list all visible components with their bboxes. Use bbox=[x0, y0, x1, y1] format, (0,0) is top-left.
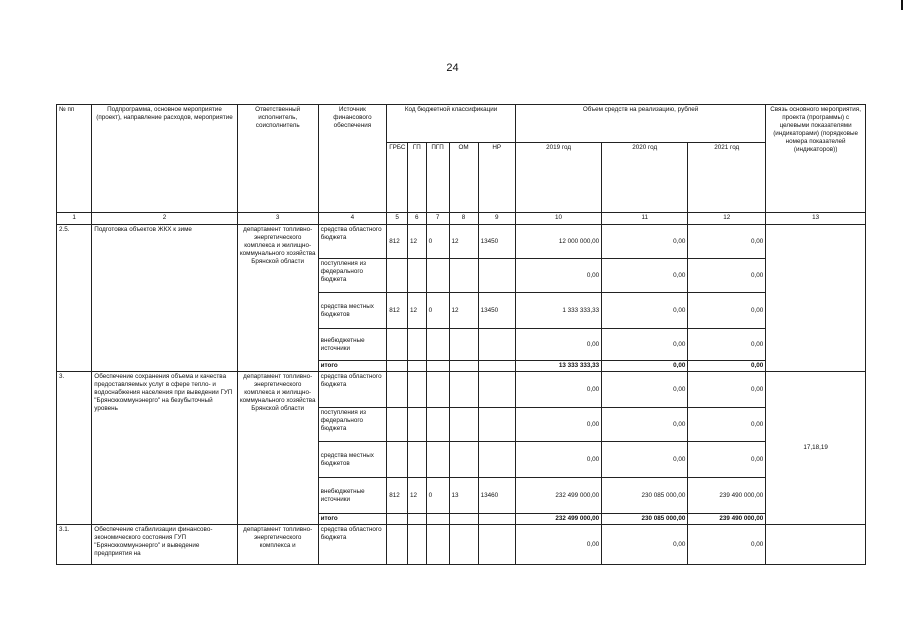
column-number: 11 bbox=[602, 213, 688, 225]
cell-grbs: 812 bbox=[387, 478, 408, 514]
cell-om: 12 bbox=[449, 225, 478, 259]
cell-2020: 230 085 000,00 bbox=[602, 478, 688, 514]
cell-om: 12 bbox=[449, 293, 478, 329]
cell-2020: 0,00 bbox=[602, 372, 688, 408]
cell-2019: 232 499 000,00 bbox=[515, 478, 601, 514]
table-row bbox=[57, 525, 866, 565]
cell-grbs: 812 bbox=[387, 225, 408, 259]
header-bcc: Код бюджетной классификации bbox=[387, 105, 516, 143]
cell-2021: 0,00 bbox=[688, 293, 766, 329]
cell-2020: 0,00 bbox=[602, 361, 688, 372]
cell-2021: 0,00 bbox=[688, 372, 766, 408]
source-regional: средства областного бюджета bbox=[318, 225, 387, 259]
cell-link bbox=[766, 225, 866, 372]
cell-2021: 239 490 000,00 bbox=[688, 478, 766, 514]
cell-2020: 0,00 bbox=[602, 329, 688, 361]
source-total: итого bbox=[318, 514, 387, 525]
row-name: Обеспечение стабилизации финансово-экономического состояния ГУП "Брянсккоммунэнерго" и выведение предприятия на bbox=[92, 525, 237, 565]
column-number: 10 bbox=[515, 213, 601, 225]
cell-2019: 232 499 000,00 bbox=[515, 514, 601, 525]
row-number: 3.1. bbox=[57, 525, 92, 565]
row-executor: департамент топливно-энергетического комплекса и bbox=[237, 525, 318, 565]
cell-2020: 0,00 bbox=[602, 259, 688, 293]
cell-gp: 12 bbox=[407, 478, 426, 514]
table-row bbox=[57, 225, 866, 259]
row-executor: департамент топливно-энергетического комплекса и жилищно-коммунального хозяйства Брянской области bbox=[237, 225, 318, 372]
cell-link: 17,18,19 bbox=[766, 372, 866, 525]
row-name: Подготовка объектов ЖКХ к зиме bbox=[92, 225, 237, 372]
source-local: средства местных бюджетов bbox=[318, 293, 387, 329]
column-number: 7 bbox=[426, 213, 449, 225]
column-number: 2 bbox=[92, 213, 237, 225]
source-regional: средства областного бюджета bbox=[318, 525, 387, 565]
cell-2021: 0,00 bbox=[688, 259, 766, 293]
header-2021: 2021 год bbox=[688, 143, 766, 213]
column-number: 1 bbox=[57, 213, 92, 225]
source-regional: средства областного бюджета bbox=[318, 372, 387, 408]
header-nr: НР bbox=[478, 143, 515, 213]
header-2019: 2019 год bbox=[515, 143, 601, 213]
row-executor: департамент топливно-энергетического комплекса и жилищно-коммунального хозяйства Брянской области bbox=[237, 372, 318, 525]
source-federal: поступления из федерального бюджета bbox=[318, 408, 387, 442]
source-extra: внебюджетные источники bbox=[318, 478, 387, 514]
header-om: ОМ bbox=[449, 143, 478, 213]
header-2020: 2020 год bbox=[602, 143, 688, 213]
cell-2020: 0,00 bbox=[602, 442, 688, 478]
header-num: № пп bbox=[57, 105, 92, 213]
edge-mark bbox=[901, 0, 903, 10]
cell-nr: 13460 bbox=[478, 478, 515, 514]
table-row bbox=[57, 372, 866, 408]
cell-om: 13 bbox=[449, 478, 478, 514]
header-grbs: ГРБС bbox=[387, 143, 408, 213]
cell-2019: 0,00 bbox=[515, 525, 601, 565]
header-executor: Ответственный исполнитель, соисполнитель bbox=[237, 105, 318, 213]
cell-2019: 0,00 bbox=[515, 442, 601, 478]
header-link: Связь основного мероприятия, проекта (программы) с целевыми показателями (индикаторами) (порядковые номера показателей (индикаторов)) bbox=[766, 105, 866, 213]
cell-nr: 13450 bbox=[478, 225, 515, 259]
header-source: Источник финансового обеспечения bbox=[318, 105, 387, 213]
header-name: Подпрограмма, основное мероприятие (проект), направление расходов, мероприятие bbox=[92, 105, 237, 213]
cell-gp: 12 bbox=[407, 293, 426, 329]
source-extra: внебюджетные источники bbox=[318, 329, 387, 361]
row-number: 3. bbox=[57, 372, 92, 525]
cell-2021: 0,00 bbox=[688, 442, 766, 478]
cell-2020: 230 085 000,00 bbox=[602, 514, 688, 525]
header-amount: Объем средств на реализацию, рублей bbox=[515, 105, 765, 143]
cell-nr: 13450 bbox=[478, 293, 515, 329]
cell-2021: 0,00 bbox=[688, 408, 766, 442]
cell-pgp: 0 bbox=[426, 293, 449, 329]
cell-2021: 0,00 bbox=[688, 361, 766, 372]
budget-table bbox=[56, 104, 866, 565]
cell-2021: 0,00 bbox=[688, 329, 766, 361]
source-federal: поступления из федерального бюджета bbox=[318, 259, 387, 293]
cell-link bbox=[766, 525, 866, 565]
source-local: средства местных бюджетов bbox=[318, 442, 387, 478]
source-total: итого bbox=[318, 361, 387, 372]
cell-2019: 13 333 333,33 bbox=[515, 361, 601, 372]
column-numbers-row bbox=[57, 213, 866, 225]
cell-2021: 239 490 000,00 bbox=[688, 514, 766, 525]
column-number: 4 bbox=[318, 213, 387, 225]
cell-2020: 0,00 bbox=[602, 525, 688, 565]
cell-pgp: 0 bbox=[426, 478, 449, 514]
cell-grbs: 812 bbox=[387, 293, 408, 329]
cell-2020: 0,00 bbox=[602, 408, 688, 442]
cell-2019: 12 000 000,00 bbox=[515, 225, 601, 259]
page-number: 24 bbox=[446, 62, 459, 74]
cell-2020: 0,00 bbox=[602, 225, 688, 259]
column-number: 13 bbox=[766, 213, 866, 225]
cell-2020: 0,00 bbox=[602, 293, 688, 329]
cell-pgp: 0 bbox=[426, 225, 449, 259]
cell-2021: 0,00 bbox=[688, 525, 766, 565]
cell-2019: 0,00 bbox=[515, 329, 601, 361]
column-number: 9 bbox=[478, 213, 515, 225]
cell-2019: 1 333 333,33 bbox=[515, 293, 601, 329]
header-gp: ГП bbox=[407, 143, 426, 213]
row-number: 2.5. bbox=[57, 225, 92, 372]
cell-gp: 12 bbox=[407, 225, 426, 259]
cell-2019: 0,00 bbox=[515, 408, 601, 442]
cell-2021: 0,00 bbox=[688, 225, 766, 259]
column-number: 5 bbox=[387, 213, 408, 225]
column-number: 8 bbox=[449, 213, 478, 225]
column-number: 6 bbox=[407, 213, 426, 225]
column-number: 12 bbox=[688, 213, 766, 225]
column-number: 3 bbox=[237, 213, 318, 225]
cell-2019: 0,00 bbox=[515, 372, 601, 408]
header-pgp: ПГП bbox=[426, 143, 449, 213]
row-name: Обеспечение сохранения объема и качества предоставляемых услуг в сфере тепло- и водоснабжения населения при выведении ГУП "Брянсккоммунэнерго" на безубыточный уровень bbox=[92, 372, 237, 525]
cell-2019: 0,00 bbox=[515, 259, 601, 293]
